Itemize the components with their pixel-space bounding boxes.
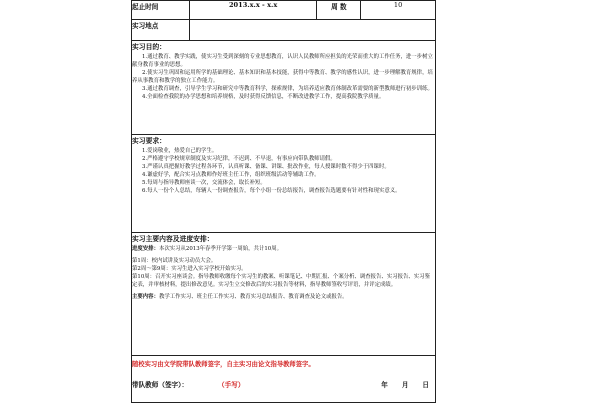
- signature-date: [381, 379, 429, 389]
- purpose-item: 4.全面检查我院的办学思想和培养规格，及时获得反馈信息，不断改进教学工作，提高我院教学质量。: [142, 94, 385, 101]
- schedule-line: [132, 245, 435, 253]
- week-10: 第10周：召开实习座谈会。指导教师收缴每个实习生的教案、听课笔记、中期汇报、个案分析、调查报告、实习报告、实习鉴定表，并审核材料，提出修改意见。实习生立交修改后的实习报告等材料，指导教师签收写评语，并评定成绩。: [132, 274, 430, 289]
- weeks-value: 10: [361, 1, 436, 20]
- requirements-title: 实习要求：: [132, 137, 166, 145]
- requirement-item: 2.严格遵守学校规章制度及实习纪律，不迟到、不早退，有事应向带队教师请假。: [142, 156, 336, 163]
- purpose-item: 2.使实习生巩固和运用所学的基础理论、基本知识和基本技能，获得中等教育、教学的感性认识，进一步理解教育规律，培养从事教育和教学的独立工作能力。: [132, 70, 433, 85]
- location-value: [189, 20, 435, 41]
- main-text: 教学工作实习、班主任工作实习、教育实习总结报告、教育调查及论文或报告。: [158, 294, 348, 301]
- teacher-signature-label: 带队教师（签字）：: [132, 381, 189, 389]
- requirements-section: [132, 135, 436, 233]
- location-label: 实习地点: [132, 20, 190, 41]
- footer-row: [132, 356, 436, 403]
- content-title: 实习主要内容及进度安排：: [132, 235, 214, 243]
- week-2-9: 第2周～第9周：实习生进入实习学校开始实习。: [132, 266, 247, 273]
- month-label: 月: [401, 381, 409, 389]
- schedule-label: 进度安排：: [132, 246, 159, 252]
- year-label: 年: [381, 381, 388, 389]
- content-row: [132, 233, 436, 356]
- requirement-item: 6.每人一份个人总结，每辆人一份调查报告，每个小组一份总结报告，调查报告选题要有针对性和现实意义。: [142, 188, 401, 195]
- requirement-item: 1.爱岗敬业，热爱自己的学生。: [142, 148, 218, 154]
- main-content-line: [132, 293, 435, 301]
- form-table: [131, 0, 436, 403]
- internship-form: [131, 0, 436, 400]
- purpose-section: [132, 41, 436, 135]
- purpose-row: [132, 41, 436, 135]
- day-label: 日: [422, 381, 429, 389]
- requirement-item: 3.严谨认真把握好教学过程各环节，认真听课、备课、讲课、批改作业，每人授课时数不得少于四课时。: [142, 164, 390, 171]
- weeks-label: 周 数: [317, 1, 361, 20]
- week-1: 第1周：校内试讲及实习动员大会。: [132, 258, 217, 265]
- location-row: [132, 20, 436, 41]
- period-label: 起止时间: [132, 1, 190, 20]
- footer-section: [132, 356, 436, 403]
- purpose-item: 3.通过教育调查，引导学生学习和研究中等教育科学，探索规律，为培养适应教育体制改革需要的新型教师进行初步训练。: [142, 86, 433, 93]
- signature-row: [132, 379, 435, 389]
- purpose-item: 1.通过教育、教学实践，使实习生受到深刻的专业思想教育，认识人民教师所应担负的光荣而重大的工作任务，进一步树立献身教育事业的思想。: [132, 54, 433, 69]
- period-value: 2013.x.x - x.x: [189, 1, 317, 20]
- period-row: [132, 1, 436, 20]
- purpose-title: 实习目的：: [132, 43, 166, 51]
- signature-notice: 随校实习由文学院带队教师签字，自主实习由论文指导教师签字。: [132, 361, 315, 368]
- requirement-item: 4.谦虚好学，配合实习点教师作好班主任工作，组织班级活动等辅助工作。: [142, 172, 320, 179]
- handwritten-signature: （手写）: [218, 381, 245, 389]
- requirements-row: [132, 135, 436, 233]
- schedule-text: 本次实习从2013年春季开学第一周始，共计10周。: [158, 246, 282, 252]
- main-label: 主要内容：: [132, 294, 159, 301]
- content-section: [132, 233, 436, 356]
- requirement-item: 5.每周与指导教师座谈一次，交流体会，取长补短。: [142, 180, 266, 187]
